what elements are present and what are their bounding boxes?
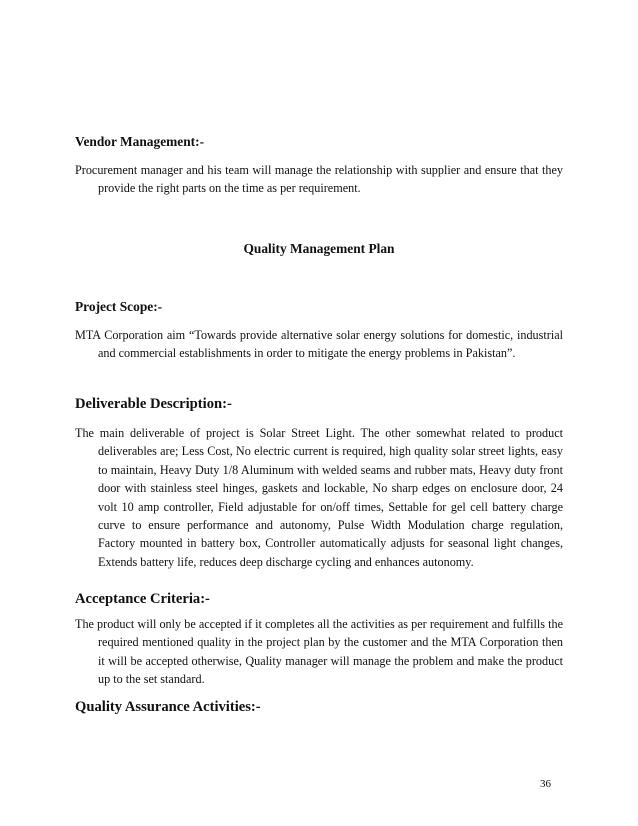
deliverable-description-paragraph: The main deliverable of project is Solar Street Light. The other somewhat related to product deliverables are; Less Cost, No electric current is required, high quality solar street lights, easy to maintain, Heavy Duty 1/8 Aluminum with welded seams and rubber mats, Heavy duty front door with stainless steel hinges, gaskets and lockable, No sharp edges on enclosure door, 24 volt 10 amp controller, Field adjustable for on/off times, Settable for gel cell battery charge curve to ensure performance and autonomy, Pulse Width Modulation charge regulation, Factory mounted in battery box, Controller automatically adjusts for seasonal light changes, Extends battery life, reduces deep discharge cycling and enhances autonomy. — [75, 426, 563, 569]
vendor-management-heading: Vendor Management:- — [75, 134, 205, 149]
quality-assurance-heading: Quality Assurance Activities:- — [75, 699, 261, 715]
document-page — [75, 0, 563, 826]
quality-management-plan-title: Quality Management Plan — [243, 241, 395, 256]
acceptance-criteria-heading: Acceptance Criteria:- — [75, 591, 210, 607]
page-number: 36 — [540, 778, 551, 790]
vendor-management-paragraph: Procurement manager and his team will manage the relationship with supplier and ensure that they provide the right parts on the time as per requirement. — [75, 163, 563, 196]
project-scope-heading: Project Scope:- — [75, 299, 163, 314]
project-scope-paragraph: MTA Corporation aim “Towards provide alternative solar energy solutions for domestic, industrial and commercial establishments in order to mitigate the energy problems in Pakistan”. — [75, 328, 563, 361]
acceptance-criteria-paragraph: The product will only be accepted if it completes all the activities as per requirement and fulfills the required mentioned quality in the project plan by the customer and the MTA Corporation then it will be accepted otherwise, Quality manager will manage the problem and make the product up to the set standard. — [75, 617, 563, 687]
deliverable-description-heading: Deliverable Description:- — [75, 396, 232, 412]
